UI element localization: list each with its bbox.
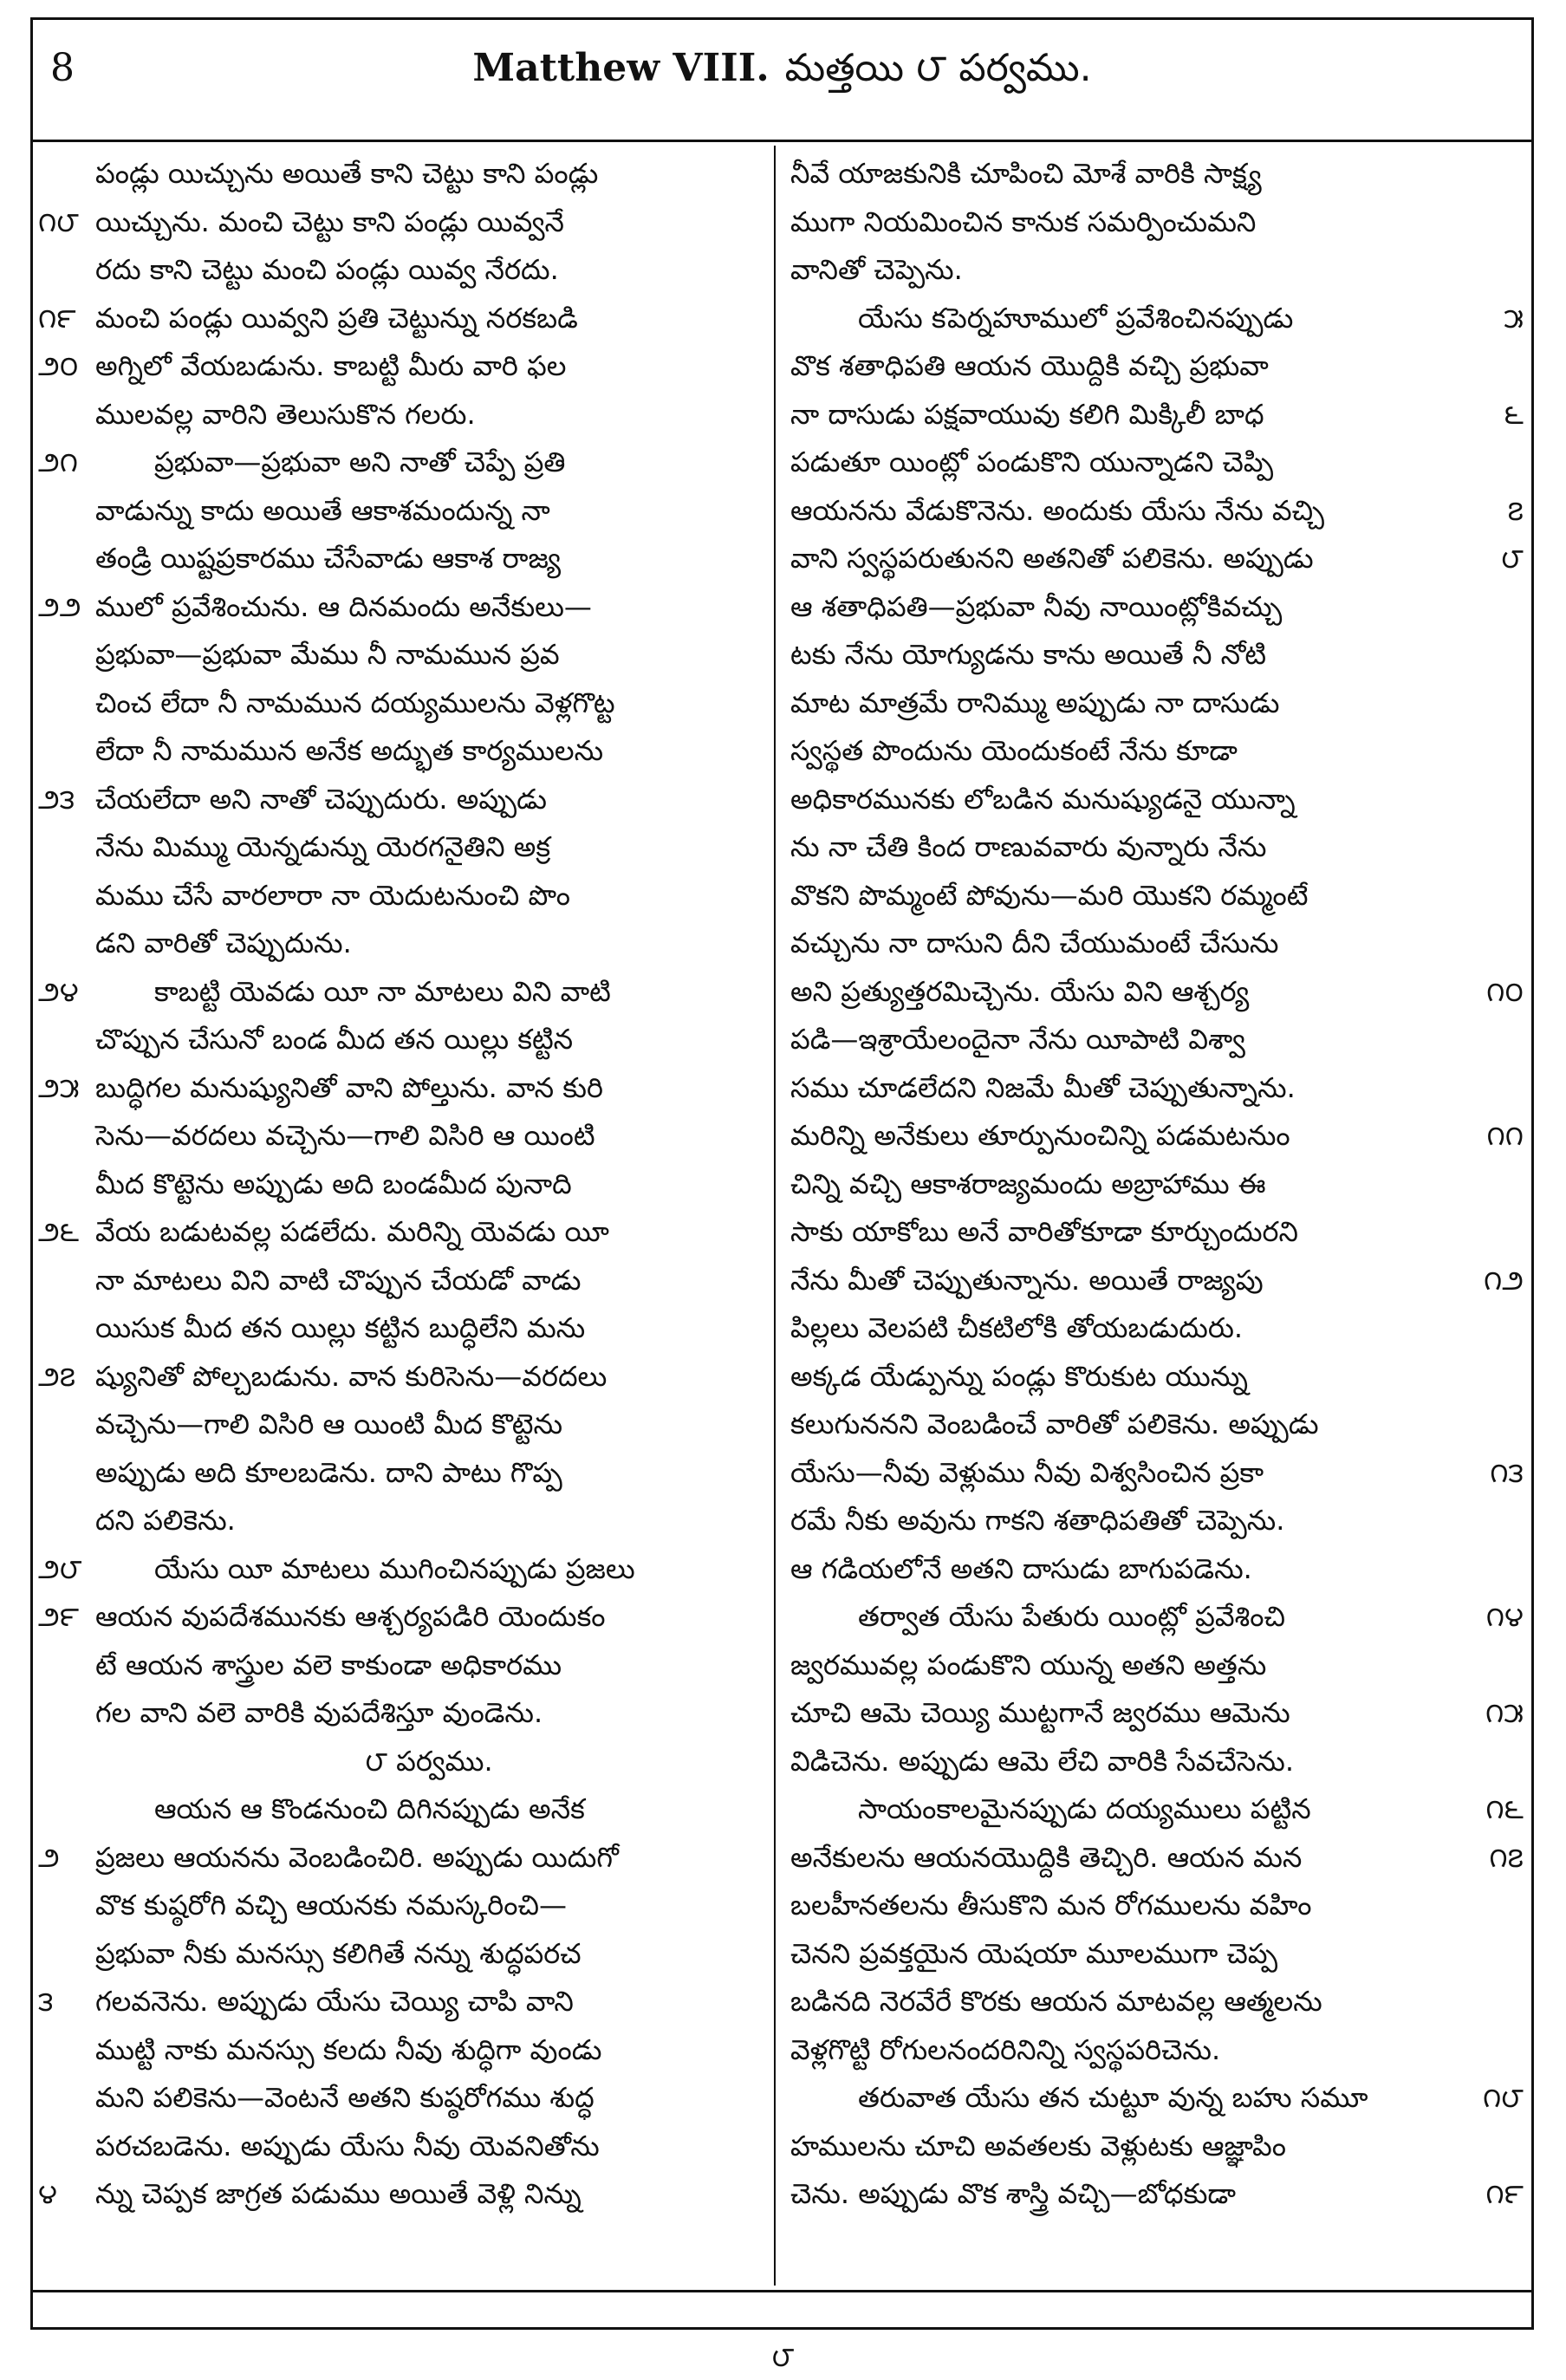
text-line — [33, 1353, 770, 1401]
text-line — [780, 727, 1527, 776]
text-line — [780, 968, 1527, 1017]
line-text: బుద్ధిగల మనుష్యునితో వాని పోల్తును. వాన కురి — [95, 1070, 603, 1104]
line-text: అక్కడ యేడ్పున్ను పండ్లు కొరుకుట యున్ను — [790, 1359, 1248, 1393]
text-line — [780, 1353, 1527, 1401]
verse-number: ౫ — [1504, 301, 1524, 335]
line-text: మంచి పండ్లు యివ్వని ప్రతి చెట్టున్ను నరకబడి — [95, 301, 578, 335]
verse-number: ౧౫ — [1485, 1696, 1524, 1729]
text-line — [780, 823, 1527, 872]
line-text: వచ్చును నా దాసుని దీని చేయుమంటే చేసును — [790, 927, 1279, 959]
text-line — [33, 1930, 770, 1979]
line-text: ఆయనను వేడుకొనెను. అందుకు యేసు నేను వచ్చి — [790, 493, 1324, 527]
text-line — [33, 1738, 770, 1786]
text-line — [33, 1401, 770, 1449]
text-line — [780, 1545, 1527, 1594]
line-text: అని ప్రత్యుత్తరమిచ్చెను. యేసు విని ఆశ్చర్య — [790, 974, 1250, 1008]
line-text: వానితో చెప్పెను. — [790, 253, 963, 286]
verse-number: ౭ — [1507, 493, 1524, 527]
text-line — [33, 583, 770, 632]
line-text: ప్రభువా—ప్రభువా అని నాతో చెప్పే ప్రతి — [154, 445, 566, 478]
verse-number: ౪ — [38, 2177, 57, 2210]
text-line — [780, 1689, 1527, 1738]
line-text: మము చేసే వారలారా నా యెదుటనుంచి పొం — [95, 878, 570, 912]
line-text: చేయలేదా అని నాతో చెప్పుదురు. అప్పుడు — [95, 782, 547, 816]
text-line — [33, 1304, 770, 1353]
line-text: కలుగుననని వెంబడించే వారితో పలికెను. అప్పుడు — [790, 1408, 1319, 1440]
text-line — [33, 150, 770, 198]
line-text: వొక శతాధిపతి ఆయన యొద్దికి వచ్చి ప్రభువా — [790, 349, 1269, 382]
line-text: తండ్రి యిష్టప్రకారము చేసేవాడు ఆకాశ రాజ్య — [95, 542, 561, 575]
line-text: రదు కాని చెట్టు మంచి పండ్లు యివ్వ నేరదు. — [95, 253, 559, 286]
text-line — [33, 2123, 770, 2171]
text-line — [33, 1545, 770, 1594]
running-header — [33, 20, 1531, 137]
line-text: చెనని ప్రవక్తయైన యెషయా మూలముగా చెప్ప — [790, 1936, 1278, 1970]
line-text: యిచ్చును. మంచి చెట్టు కాని పండ్లు యివ్వనే — [95, 205, 565, 238]
verse-number: ౧౩ — [1490, 1455, 1524, 1489]
verse-number: ౨౧ — [38, 445, 79, 478]
text-line — [780, 2074, 1527, 2123]
line-text: చించ లేదా నీ నామమున దయ్యములను వెళ్లగొట్ట — [95, 686, 615, 719]
verse-number: ౧౪ — [1485, 1600, 1524, 1633]
text-line — [780, 1593, 1527, 1642]
title-telugu: మత్తయి ౮ పర్వము. — [784, 46, 1092, 90]
line-text: బడినది నెరవేరే కొరకు ఆయన మాటవల్ల ఆత్మలను — [790, 1985, 1322, 2018]
text-line — [33, 776, 770, 824]
text-line — [780, 1064, 1527, 1113]
line-text: కాబట్టి యెవడు యీ నా మాటలు విని వాటి — [154, 974, 611, 1008]
text-line — [780, 342, 1527, 391]
verse-number: ౧౮ — [1483, 2081, 1524, 2114]
line-text: చిన్ని వచ్చి ఆకాశరాజ్యమందు అబ్రాహాము ఈ — [790, 1167, 1266, 1200]
line-text: స్వస్థత పొందును యెందుకంటే నేను కూడా — [790, 734, 1238, 767]
text-line — [33, 1834, 770, 1883]
line-text: టకు నేను యోగ్యుడను కాను అయితే నీ నోటి — [790, 638, 1267, 671]
verse-number: ౬ — [1504, 397, 1524, 431]
text-line — [33, 246, 770, 295]
line-text: యేసు కపెర్నహూములో ప్రవేశించినప్పుడు — [858, 301, 1294, 335]
verse-number: ౧౭ — [1489, 1840, 1524, 1874]
line-text: ప్రభువా—ప్రభువా మేము నీ నామమున ప్రవ — [95, 638, 560, 671]
line-text: చొప్పున చేసునో బండ మీద తన యిల్లు కట్టిన — [95, 1023, 574, 1056]
line-text: పిల్లలు వెలపటి చీకటిలోకి తోయబడుదురు. — [790, 1311, 1244, 1344]
text-line — [33, 1497, 770, 1545]
text-line — [33, 1016, 770, 1064]
text-line — [33, 1257, 770, 1305]
text-line — [33, 727, 770, 776]
text-line — [33, 535, 770, 583]
text-line — [780, 631, 1527, 680]
line-text: వచ్చెను—గాలి విసిరి ఆ యింటి మీద కొట్టెను — [95, 1408, 563, 1440]
line-text: ప్రజలు ఆయనను వెంబడించిరి. అప్పుడు యిదుగో — [95, 1840, 619, 1874]
verse-number: ౧౬ — [1485, 1792, 1524, 1825]
text-line — [780, 1930, 1527, 1979]
text-line — [780, 1016, 1527, 1064]
running-title — [33, 46, 1531, 100]
line-text: ఆయన ఆ కొండనుంచి దిగినప్పుడు అనేక — [154, 1792, 585, 1825]
line-text: హములను చూచి అవతలకు వెళ్లుటకు ఆజ్ఞాపిం — [790, 2129, 1286, 2162]
line-text: అగ్నిలో వేయబడును. కాబట్టి మీరు వారి ఫల — [95, 349, 567, 382]
text-line — [33, 487, 770, 536]
text-line — [33, 1689, 770, 1738]
line-text: గల వాని వలె వారికి వుపదేశిస్తూ వుండెను. — [95, 1696, 543, 1729]
line-text: టే ఆయన శాస్త్రుల వలె కాకుండా అధికారము — [95, 1648, 562, 1681]
text-line — [780, 1257, 1527, 1305]
line-text: తరువాత యేసు తన చుట్టూ వున్న బహు సమూ — [858, 2081, 1368, 2114]
text-line — [780, 583, 1527, 632]
line-text: డని వారితో చెప్పుదును. — [95, 927, 352, 959]
line-text: వాడున్ను కాదు అయితే ఆకాశమందున్న నా — [95, 493, 550, 527]
text-line — [780, 1449, 1527, 1498]
text-line — [33, 1161, 770, 1209]
text-line — [33, 1593, 770, 1642]
verse-number: ౨౦ — [38, 349, 79, 382]
line-text: వాని స్వస్థపరుతునని అతనితో పలికెను. అప్పుడు — [790, 542, 1314, 575]
line-text: వేయ బడుటవల్ల పడలేదు. మరిన్ని యెవడు యీ — [95, 1215, 609, 1248]
text-line — [780, 920, 1527, 968]
line-text: యేసు యీ మాటలు ముగించినప్పుడు ప్రజలు — [154, 1551, 635, 1585]
footer-rule — [33, 2290, 1531, 2292]
text-line — [33, 391, 770, 439]
text-line — [33, 872, 770, 920]
verse-number: ౨౯ — [38, 1600, 80, 1633]
verse-number: ౧౦ — [1486, 974, 1524, 1008]
text-line — [33, 1882, 770, 1930]
text-line — [780, 1642, 1527, 1690]
line-text: యేసు—నీవు వెళ్లుము నీవు విశ్వసించిన ప్రకా — [790, 1455, 1264, 1489]
line-text: మని పలికెను—వెంటనే అతని కుష్ఠరోగము శుద్ధ — [95, 2081, 595, 2114]
text-line — [780, 1978, 1527, 2026]
text-line — [33, 2026, 770, 2075]
line-text: సాకు యాకోబు అనే వారితోకూడా కూర్చుందురని — [790, 1215, 1298, 1248]
line-text: పడి—ఇశ్రాయేలందైనా నేను యీపాటి విశ్వా — [790, 1023, 1245, 1056]
text-line — [33, 631, 770, 680]
line-text: వెళ్లగొట్టి రోగులనందరినిన్ని స్వస్థపరిచెను. — [790, 2032, 1221, 2066]
verse-number: ౨౨ — [38, 589, 81, 623]
text-line — [780, 1401, 1527, 1449]
verse-number: ౨౬ — [38, 1215, 80, 1248]
text-line — [33, 968, 770, 1017]
line-text: ముట్టి నాకు మనస్సు కలదు నీవు శుద్ధిగా వుండు — [95, 2032, 602, 2066]
verse-number: ౨౭ — [38, 1359, 76, 1393]
text-line — [780, 776, 1527, 824]
verse-number: ౧౯ — [38, 301, 76, 335]
text-line — [33, 823, 770, 872]
line-text: తర్వాత యేసు పేతురు యింట్లో ప్రవేశించి — [858, 1600, 1286, 1633]
text-line — [33, 439, 770, 487]
line-text: సెను—వరదలు వచ్చెను—గాలి విసిరి ఆ యింటి — [95, 1119, 595, 1152]
verse-number: ౧౨ — [1483, 1263, 1524, 1297]
text-line — [780, 680, 1527, 728]
line-text: ములవల్ల వారిని తెలుసుకొన గలరు. — [95, 397, 476, 431]
verse-number: ౨౪ — [38, 974, 79, 1008]
text-line — [33, 2074, 770, 2123]
text-line — [780, 150, 1527, 198]
text-line — [780, 872, 1527, 920]
text-line — [33, 198, 770, 247]
verse-number: ౧౯ — [1485, 2177, 1524, 2210]
text-line — [33, 680, 770, 728]
line-text: చూచి ఆమె చెయ్యి ముట్టగానే జ్వరము ఆమెను — [790, 1696, 1290, 1729]
text-line — [780, 2170, 1527, 2219]
text-line — [780, 391, 1527, 439]
left-column — [33, 150, 770, 2219]
line-text: నేను మీతో చెప్పుతున్నాను. అయితే రాజ్యపు — [790, 1263, 1264, 1297]
verse-number: ౨౮ — [38, 1551, 82, 1585]
text-line — [33, 342, 770, 391]
text-line — [780, 295, 1527, 343]
line-text: ఆ శతాధిపతి—ప్రభువా నీవు నాయింట్లోకివచ్చు — [790, 589, 1283, 623]
signature-mark: ౮ — [771, 2340, 795, 2373]
line-text: వొకని పొమ్మంటే పోవును—మరి యొకని రమ్మంటే — [790, 878, 1309, 912]
chapter-heading: ౮ పర్వము. — [365, 1744, 493, 1778]
text-line — [33, 2170, 770, 2219]
text-line — [780, 1208, 1527, 1257]
text-line — [780, 1161, 1527, 1209]
text-line — [33, 1064, 770, 1113]
line-text: దని పలికెను. — [95, 1504, 236, 1537]
title-english: Matthew VIII. — [472, 46, 770, 90]
verse-number: ౧౧ — [1486, 1119, 1524, 1152]
line-text: గలవనెను. అప్పుడు యేసు చెయ్యి చాపి వాని — [95, 1985, 574, 2018]
header-rule — [33, 140, 1531, 142]
verse-number: ౨ — [38, 1840, 60, 1874]
text-line — [33, 1449, 770, 1498]
line-text: ను నా చేతి కింద రాణువవారు వున్నారు నేను — [790, 830, 1267, 863]
verse-number: ౨౫ — [38, 1070, 80, 1104]
line-text: వొక కుష్ఠరోగి వచ్చి ఆయనకు నమస్కరించి— — [95, 1889, 568, 1922]
column-divider — [774, 146, 776, 2286]
text-line — [780, 1112, 1527, 1161]
text-line — [33, 1642, 770, 1690]
line-text: మాట మాత్రమే రానిమ్ము అప్పుడు నా దాసుడు — [790, 686, 1280, 719]
line-text: ఆ గడియలోనే అతని దాసుడు బాగుపడెను. — [790, 1551, 1252, 1585]
text-line — [780, 2026, 1527, 2075]
page-frame — [30, 17, 1534, 2330]
text-line — [33, 920, 770, 968]
text-line — [780, 1497, 1527, 1545]
text-line — [780, 1882, 1527, 1930]
line-text: ములో ప్రవేశించును. ఆ దినమందు అనేకులు— — [95, 589, 592, 623]
text-line — [780, 2123, 1527, 2171]
line-text: మరిన్ని అనేకులు తూర్పునుంచిన్ని పడమటనుం — [790, 1119, 1290, 1152]
line-text: న్ను చెప్పక జాగ్రత పడుము అయితే వెళ్లి నిన్ను — [95, 2177, 582, 2210]
line-text: పరచబడెను. అప్పుడు యేసు నీవు యెవనితోను — [95, 2129, 600, 2162]
line-text: యిసుక మీద తన యిల్లు కట్టిన బుద్ధిలేని మను — [95, 1311, 586, 1344]
line-text: ముగా నియమించిన కానుక సమర్పించుమని — [790, 205, 1257, 238]
verse-number: ౨౩ — [38, 782, 75, 816]
line-text: బలహీనతలను తీసుకొని మన రోగములను వహిం — [790, 1889, 1312, 1922]
text-line — [780, 1834, 1527, 1883]
line-text: మీద కొట్టెను అప్పుడు అది బండమీద పునాది — [95, 1167, 572, 1200]
line-text: అప్పుడు అది కూలబడెను. దాని పాటు గొప్ప — [95, 1455, 562, 1489]
verse-number: ౮ — [1501, 542, 1524, 575]
line-text: రమే నీకు అవును గాకని శతాధిపతితో చెప్పెను. — [790, 1504, 1285, 1537]
right-column — [780, 150, 1527, 2219]
line-text: ష్యునితో పోల్చబడును. వాన కురిసెను—వరదలు — [95, 1359, 608, 1393]
line-text: చెను. అప్పుడు వొక శాస్త్రి వచ్చి—బోధకుడా — [790, 2177, 1237, 2210]
text-line — [780, 487, 1527, 536]
text-line — [33, 1208, 770, 1257]
line-text: నేను మిమ్ము యెన్నడున్ను యెరగనైతిని అక్ర — [95, 830, 551, 863]
text-line — [33, 295, 770, 343]
line-text: సాయంకాలమైనప్పుడు దయ్యములు పట్టిన — [858, 1792, 1311, 1825]
text-line — [780, 1304, 1527, 1353]
line-text: పండ్లు యిచ్చును అయితే కాని చెట్టు కాని పండ్లు — [95, 157, 599, 190]
line-text: అధికారమునకు లోబడిన మనుష్యుడనై యున్నా — [790, 782, 1296, 816]
line-text: జ్వరమువల్ల పండుకొని యున్న అతని అత్తను — [790, 1648, 1267, 1681]
line-text: ప్రభువా నీకు మనస్సు కలిగితే నన్ను శుద్ధపరచ — [95, 1936, 582, 1970]
text-line — [33, 1978, 770, 2026]
line-text: నీవే యాజకునికి చూపించి మోశే వారికి సాక్ష్య — [790, 157, 1262, 190]
verse-number: ౧౮ — [38, 205, 79, 238]
page-number: 8 — [50, 46, 75, 90]
line-text: అనేకులను ఆయనయొద్దికి తెచ్చిరి. ఆయన మన — [790, 1840, 1303, 1874]
line-text: లేదా నీ నామమున అనేక అద్భుత కార్యములను — [95, 734, 604, 767]
line-text: ఆయన వుపదేశమునకు ఆశ్చర్యపడిరి యెందుకం — [95, 1600, 606, 1633]
line-text: నా దాసుడు పక్షవాయువు కలిగి మిక్కిలీ బాధ — [790, 397, 1264, 431]
text-line — [33, 1785, 770, 1834]
text-line — [780, 439, 1527, 487]
line-text: విడిచెను. అప్పుడు ఆమె లేచి వారికి సేవచేసెను. — [790, 1744, 1295, 1778]
line-text: పడుతూ యింట్లో పండుకొని యున్నాడని చెప్పి — [790, 445, 1274, 478]
line-text: నా మాటలు విని వాటి చొప్పున చేయడో వాడు — [95, 1263, 582, 1297]
text-line — [33, 1112, 770, 1161]
text-line — [780, 1738, 1527, 1786]
text-line — [780, 246, 1527, 295]
text-line — [780, 198, 1527, 247]
text-line — [780, 535, 1527, 583]
text-line — [780, 1785, 1527, 1834]
verse-number: ౩ — [38, 1985, 54, 2018]
line-text: సము చూడలేదని నిజమే మీతో చెప్పుతున్నాను. — [790, 1070, 1296, 1104]
